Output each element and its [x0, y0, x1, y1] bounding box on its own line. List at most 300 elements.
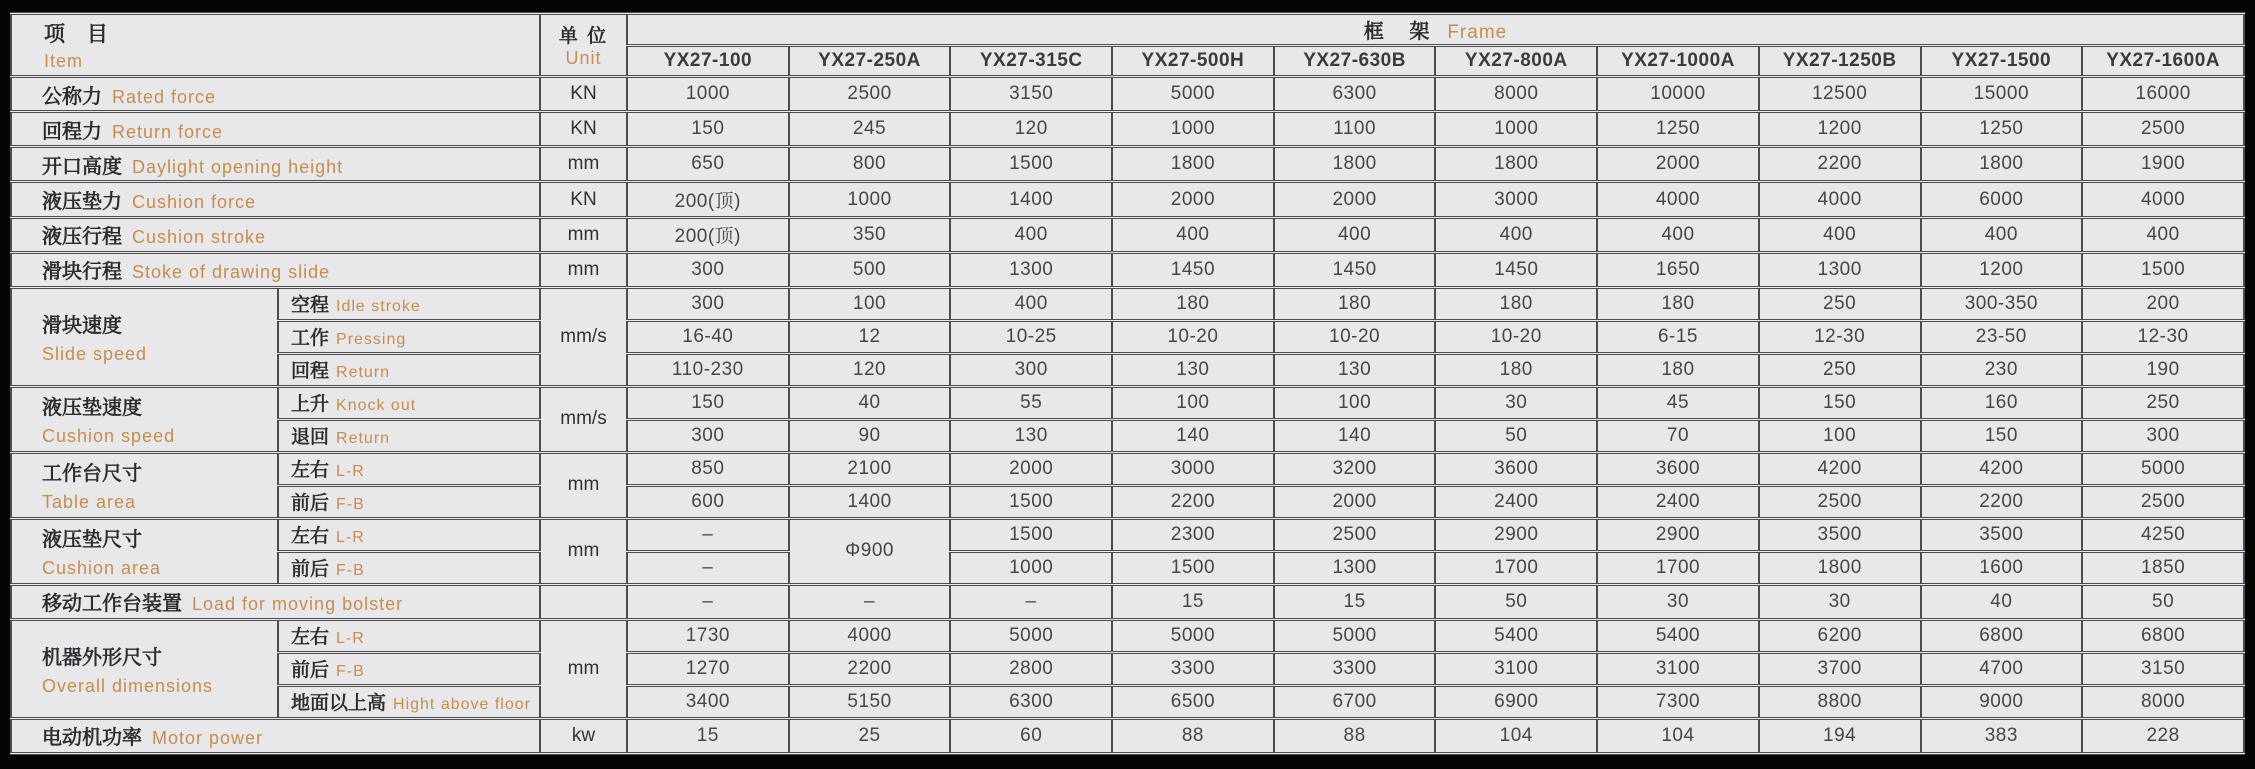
value-cell: 3150 [950, 77, 1112, 112]
subrow-label [278, 518, 540, 551]
value-cell: 50 [1435, 584, 1597, 619]
value-cell: 6300 [950, 685, 1112, 718]
value-cell: 2500 [789, 77, 951, 112]
subrow-label [278, 287, 540, 320]
value-cell: 120 [950, 112, 1112, 147]
model-column-header: YX27-1000A [1597, 46, 1759, 77]
value-cell: 400 [1112, 217, 1274, 252]
value-cell: 1700 [1597, 551, 1759, 584]
row-group-label [11, 386, 278, 452]
value-cell: 180 [1274, 287, 1436, 320]
subrow-label [278, 386, 540, 419]
value-cell: 100 [1274, 386, 1436, 419]
value-cell: 100 [1112, 386, 1274, 419]
value-cell: 180 [1435, 353, 1597, 386]
value-cell: 130 [1274, 353, 1436, 386]
value-cell: 3400 [627, 685, 789, 718]
value-cell: 250 [1759, 287, 1921, 320]
value-cell: 1450 [1435, 252, 1597, 287]
value-cell: 100 [1759, 419, 1921, 452]
row-label-zh: 液压垫尺寸 [42, 529, 142, 552]
value-cell: 16000 [2082, 77, 2244, 112]
value-cell: 1000 [789, 182, 951, 217]
value-cell: 5000 [1112, 619, 1274, 652]
row-label-en: Stoke of drawing slide [132, 262, 331, 283]
value-cell: 400 [1435, 217, 1597, 252]
value-cell: 1250 [1921, 112, 2083, 147]
row-group-label [11, 518, 278, 584]
unit-header-en: Unit [565, 48, 602, 68]
row-label-en: Table area [42, 492, 137, 513]
value-cell: 10-20 [1112, 320, 1274, 353]
row-label-zh: 液压行程 [42, 226, 122, 249]
value-cell: 50 [2082, 584, 2244, 619]
value-cell: 3300 [1112, 652, 1274, 685]
row-label-en: Motor power [152, 728, 264, 749]
value-cell: 228 [2082, 718, 2244, 753]
row-label-zh: 回程力 [42, 120, 102, 143]
value-cell: 3500 [1921, 518, 2083, 551]
value-cell: 9000 [1921, 685, 2083, 718]
subrow-label-zh: 回程 [291, 361, 330, 383]
value-cell: 150 [627, 112, 789, 147]
value-cell: 10-25 [950, 320, 1112, 353]
value-cell: 120 [789, 353, 951, 386]
value-cell: 1400 [789, 485, 951, 518]
value-cell: 104 [1435, 718, 1597, 753]
model-column-header: YX27-630B [1274, 46, 1436, 77]
value-cell: 70 [1597, 419, 1759, 452]
value-cell: 6800 [1921, 619, 2083, 652]
value-cell: 2300 [1112, 518, 1274, 551]
value-cell: 88 [1112, 718, 1274, 753]
value-cell: 190 [2082, 353, 2244, 386]
subrow-label-en: Knock out [336, 397, 417, 415]
subrow-label-zh: 左右 [291, 460, 330, 482]
value-cell: 12-30 [1759, 320, 1921, 353]
value-cell: 16-40 [627, 320, 789, 353]
value-cell: 130 [1112, 353, 1274, 386]
value-cell: 6-15 [1597, 320, 1759, 353]
row-label-zh: 开口高度 [42, 155, 122, 178]
value-cell: 1700 [1435, 551, 1597, 584]
value-cell: 1650 [1597, 252, 1759, 287]
item-header [11, 14, 540, 77]
value-cell: 4000 [789, 619, 951, 652]
row-label [11, 584, 540, 619]
value-cell: 250 [2082, 386, 2244, 419]
value-cell: 40 [1921, 584, 2083, 619]
subrow-label [278, 452, 540, 485]
subrow-label-en: Return [336, 364, 391, 382]
row-label-en: Rated force [112, 86, 217, 107]
value-cell: 25 [789, 718, 951, 753]
value-cell: 650 [627, 147, 789, 182]
value-cell: 180 [1435, 287, 1597, 320]
value-cell: 4250 [2082, 518, 2244, 551]
subrow-label-en: Hight above floor [393, 696, 531, 714]
value-cell: 5400 [1597, 619, 1759, 652]
value-cell: 230 [1921, 353, 2083, 386]
value-cell: 150 [627, 386, 789, 419]
value-cell: 4000 [1597, 182, 1759, 217]
value-cell: 104 [1597, 718, 1759, 753]
value-cell: 150 [1921, 419, 2083, 452]
value-cell: 400 [950, 217, 1112, 252]
unit-cell: KN [540, 77, 627, 112]
subrow-label-zh: 前后 [291, 559, 330, 581]
value-cell: 1300 [950, 252, 1112, 287]
row-label-en: Slide speed [42, 343, 148, 364]
value-cell: 2500 [2082, 112, 2244, 147]
value-cell: 300 [2082, 419, 2244, 452]
value-cell: 55 [950, 386, 1112, 419]
value-cell: 1800 [1435, 147, 1597, 182]
unit-cell: mm/s [540, 386, 627, 452]
value-cell: 4200 [1759, 452, 1921, 485]
value-cell: 300-350 [1921, 287, 2083, 320]
value-cell: 160 [1921, 386, 2083, 419]
value-cell: 300 [627, 252, 789, 287]
model-column-header: YX27-500H [1112, 46, 1274, 77]
value-cell: 8000 [1435, 77, 1597, 112]
row-label [11, 252, 540, 287]
value-cell: 200 [2082, 287, 2244, 320]
unit-cell: mm [540, 452, 627, 518]
subrow-label [278, 685, 540, 718]
row-label-zh: 移动工作台装置 [42, 593, 182, 616]
value-cell: 2800 [950, 652, 1112, 685]
model-column-header: YX27-1250B [1759, 46, 1921, 77]
value-cell: 3000 [1435, 182, 1597, 217]
value-cell: 1800 [1112, 147, 1274, 182]
value-cell: 2200 [1759, 147, 1921, 182]
value-cell: 1500 [950, 147, 1112, 182]
value-cell: 150 [1759, 386, 1921, 419]
value-cell: 400 [950, 287, 1112, 320]
value-cell: 300 [627, 419, 789, 452]
value-cell: 1900 [2082, 147, 2244, 182]
unit-cell: mm [540, 619, 627, 718]
value-cell: 23-50 [1921, 320, 2083, 353]
value-cell: 1850 [2082, 551, 2244, 584]
value-cell: 1270 [627, 652, 789, 685]
unit-cell: mm/s [540, 287, 627, 386]
value-cell: 1200 [1759, 112, 1921, 147]
frame-header-en: Frame [1447, 22, 1508, 43]
value-cell: 180 [1112, 287, 1274, 320]
value-cell: 6700 [1274, 685, 1436, 718]
subrow-label-zh: 前后 [291, 493, 330, 515]
value-cell: 8000 [2082, 685, 2244, 718]
subrow-label-zh: 上升 [291, 394, 330, 416]
row-label-zh: 工作台尺寸 [42, 463, 142, 486]
row-label [11, 147, 540, 182]
subrow-label-en: L-R [336, 630, 365, 648]
value-cell: 2200 [789, 652, 951, 685]
item-header-zh: 项 目 [44, 23, 116, 46]
value-cell: 30 [1597, 584, 1759, 619]
subrow-label-zh: 前后 [291, 660, 330, 682]
value-cell: 30 [1759, 584, 1921, 619]
row-label-zh: 液压垫速度 [42, 397, 142, 420]
value-cell: 200(顶) [627, 182, 789, 217]
value-cell: – [950, 584, 1112, 619]
value-cell: 60 [950, 718, 1112, 753]
subrow-label-en: F-B [336, 562, 365, 580]
value-cell: 5000 [1274, 619, 1436, 652]
value-cell: 88 [1274, 718, 1436, 753]
value-cell: 1500 [1112, 551, 1274, 584]
row-label [11, 217, 540, 252]
value-cell: 850 [627, 452, 789, 485]
value-cell: 90 [789, 419, 951, 452]
value-cell: 1000 [627, 77, 789, 112]
frame-header-zh: 框 架 [1363, 21, 1440, 43]
value-cell: 400 [1274, 217, 1436, 252]
value-cell: 1000 [1112, 112, 1274, 147]
value-cell: 6900 [1435, 685, 1597, 718]
value-cell: 140 [1274, 419, 1436, 452]
value-cell: 1600 [1921, 551, 2083, 584]
value-cell: 4000 [2082, 182, 2244, 217]
value-cell: 3500 [1759, 518, 1921, 551]
value-cell: 2500 [1274, 518, 1436, 551]
value-cell: 2000 [950, 452, 1112, 485]
value-cell: 140 [1112, 419, 1274, 452]
model-column-header: YX27-1600A [2082, 46, 2244, 77]
value-cell: 2400 [1435, 485, 1597, 518]
row-label [11, 77, 540, 112]
row-label-en: Cushion stroke [132, 227, 267, 248]
row-label [11, 718, 540, 753]
subrow-label-zh: 工作 [291, 328, 330, 350]
value-cell: 2100 [789, 452, 951, 485]
value-cell: 5400 [1435, 619, 1597, 652]
value-cell: 10000 [1597, 77, 1759, 112]
value-cell: 194 [1759, 718, 1921, 753]
model-column-header: YX27-250A [789, 46, 951, 77]
unit-cell: kw [540, 718, 627, 753]
value-cell: 10-20 [1274, 320, 1436, 353]
value-cell: 2500 [2082, 485, 2244, 518]
value-cell: 3200 [1274, 452, 1436, 485]
value-cell: 200(顶) [627, 217, 789, 252]
value-cell: 3600 [1435, 452, 1597, 485]
value-cell: 245 [789, 112, 951, 147]
item-header-en: Item [44, 51, 84, 71]
value-cell: 1800 [1921, 147, 2083, 182]
value-cell: 30 [1435, 386, 1597, 419]
value-cell: – [627, 551, 789, 584]
subrow-label-zh: 左右 [291, 627, 330, 649]
value-cell: 1200 [1921, 252, 2083, 287]
unit-cell: mm [540, 147, 627, 182]
value-cell: 50 [1435, 419, 1597, 452]
value-cell: 12500 [1759, 77, 1921, 112]
value-cell: 6800 [2082, 619, 2244, 652]
subrow-label [278, 652, 540, 685]
frame-header [627, 14, 2244, 46]
row-label-zh: 机器外形尺寸 [42, 646, 162, 669]
value-cell: 3150 [2082, 652, 2244, 685]
value-cell: 3700 [1759, 652, 1921, 685]
value-cell: 3100 [1435, 652, 1597, 685]
value-cell: 5000 [950, 619, 1112, 652]
subrow-label-en: Return [336, 430, 391, 448]
value-cell: 4700 [1921, 652, 2083, 685]
value-cell: 5000 [2082, 452, 2244, 485]
subrow-label-en: Pressing [336, 331, 407, 349]
row-group-label [11, 619, 278, 718]
row-group-label [11, 452, 278, 518]
value-cell: 800 [789, 147, 951, 182]
value-cell: 15 [1112, 584, 1274, 619]
value-cell: – [627, 584, 789, 619]
value-cell: 2400 [1597, 485, 1759, 518]
value-cell: – [789, 584, 951, 619]
value-cell: 1300 [1759, 252, 1921, 287]
value-cell: 350 [789, 217, 951, 252]
value-cell: 7300 [1597, 685, 1759, 718]
value-cell: 600 [627, 485, 789, 518]
value-cell: 1100 [1274, 112, 1436, 147]
value-cell: 1500 [950, 485, 1112, 518]
value-cell: 1450 [1112, 252, 1274, 287]
row-label-en: Return force [112, 121, 224, 142]
value-cell: 1250 [1597, 112, 1759, 147]
row-label-zh: 电动机功率 [42, 727, 142, 750]
value-cell: 2200 [1112, 485, 1274, 518]
value-cell: 1500 [950, 518, 1112, 551]
value-cell: 15 [1274, 584, 1436, 619]
subrow-label [278, 320, 540, 353]
row-label-en: Overall dimensions [42, 675, 214, 696]
value-cell: 2000 [1112, 182, 1274, 217]
model-column-header: YX27-800A [1435, 46, 1597, 77]
value-cell: 2000 [1274, 485, 1436, 518]
value-cell: 1800 [1759, 551, 1921, 584]
value-cell: 400 [1597, 217, 1759, 252]
subrow-label [278, 551, 540, 584]
value-cell: 1000 [1435, 112, 1597, 147]
value-cell: 8800 [1759, 685, 1921, 718]
value-cell: 12-30 [2082, 320, 2244, 353]
value-cell: 6500 [1112, 685, 1274, 718]
value-cell: 100 [789, 287, 951, 320]
subrow-label-en: F-B [336, 663, 365, 681]
spec-table [10, 12, 2245, 755]
value-cell: 300 [627, 287, 789, 320]
value-cell: 300 [950, 353, 1112, 386]
value-cell: 6300 [1274, 77, 1436, 112]
row-label-zh: 滑块行程 [42, 261, 122, 284]
spec-table-body [11, 14, 2244, 754]
value-cell: 1730 [627, 619, 789, 652]
subrow-label [278, 353, 540, 386]
value-cell: 2900 [1435, 518, 1597, 551]
row-label-en: Daylight opening height [132, 156, 344, 177]
subrow-label-zh: 地面以上高 [291, 693, 387, 715]
row-label-en: Cushion area [42, 558, 162, 579]
subrow-label [278, 619, 540, 652]
value-cell: 45 [1597, 386, 1759, 419]
row-label [11, 112, 540, 147]
value-cell: 500 [789, 252, 951, 287]
subrow-label-zh: 左右 [291, 526, 330, 548]
unit-cell: KN [540, 112, 627, 147]
value-cell: 1800 [1274, 147, 1436, 182]
value-cell: 15000 [1921, 77, 2083, 112]
value-cell: 1000 [950, 551, 1112, 584]
row-label-en: Load for moving bolster [192, 594, 404, 615]
value-cell: 3000 [1112, 452, 1274, 485]
subrow-label-en: F-B [336, 496, 365, 514]
value-cell: 4200 [1921, 452, 2083, 485]
row-label-en: Cushion speed [42, 426, 176, 447]
model-column-header: YX27-315C [950, 46, 1112, 77]
row-label-en: Cushion force [132, 192, 257, 213]
unit-cell: mm [540, 252, 627, 287]
value-cell: 2900 [1597, 518, 1759, 551]
value-cell: 4000 [1759, 182, 1921, 217]
value-cell: 5150 [789, 685, 951, 718]
row-group-label [11, 287, 278, 386]
unit-header-zh: 单 位 [558, 26, 609, 47]
row-label-zh: 液压垫力 [42, 191, 122, 214]
row-label-zh: 滑块速度 [42, 314, 122, 337]
subrow-label [278, 485, 540, 518]
value-cell: 2200 [1921, 485, 2083, 518]
value-cell: 1400 [950, 182, 1112, 217]
value-cell: Φ900 [789, 518, 951, 584]
unit-header [540, 14, 627, 77]
value-cell: 250 [1759, 353, 1921, 386]
value-cell: 110-230 [627, 353, 789, 386]
value-cell: 5000 [1112, 77, 1274, 112]
value-cell: 1300 [1274, 551, 1436, 584]
value-cell: – [627, 518, 789, 551]
subrow-label-zh: 空程 [291, 295, 330, 317]
model-column-header: YX27-100 [627, 46, 789, 77]
value-cell: 180 [1597, 287, 1759, 320]
value-cell: 6200 [1759, 619, 1921, 652]
value-cell: 3600 [1597, 452, 1759, 485]
unit-cell [540, 584, 627, 619]
value-cell: 1500 [2082, 252, 2244, 287]
value-cell: 3100 [1597, 652, 1759, 685]
value-cell: 15 [627, 718, 789, 753]
value-cell: 400 [2082, 217, 2244, 252]
unit-cell: KN [540, 182, 627, 217]
value-cell: 6000 [1921, 182, 2083, 217]
value-cell: 10-20 [1435, 320, 1597, 353]
value-cell: 400 [1921, 217, 2083, 252]
value-cell: 12 [789, 320, 951, 353]
subrow-label-en: L-R [336, 463, 365, 481]
subrow-label-en: L-R [336, 529, 365, 547]
subrow-label [278, 419, 540, 452]
value-cell: 130 [950, 419, 1112, 452]
unit-cell: mm [540, 217, 627, 252]
value-cell: 2000 [1274, 182, 1436, 217]
model-column-header: YX27-1500 [1921, 46, 2083, 77]
subrow-label-en: Idle stroke [336, 298, 421, 316]
subrow-label-zh: 退回 [291, 427, 330, 449]
value-cell: 180 [1597, 353, 1759, 386]
value-cell: 1450 [1274, 252, 1436, 287]
value-cell: 383 [1921, 718, 2083, 753]
